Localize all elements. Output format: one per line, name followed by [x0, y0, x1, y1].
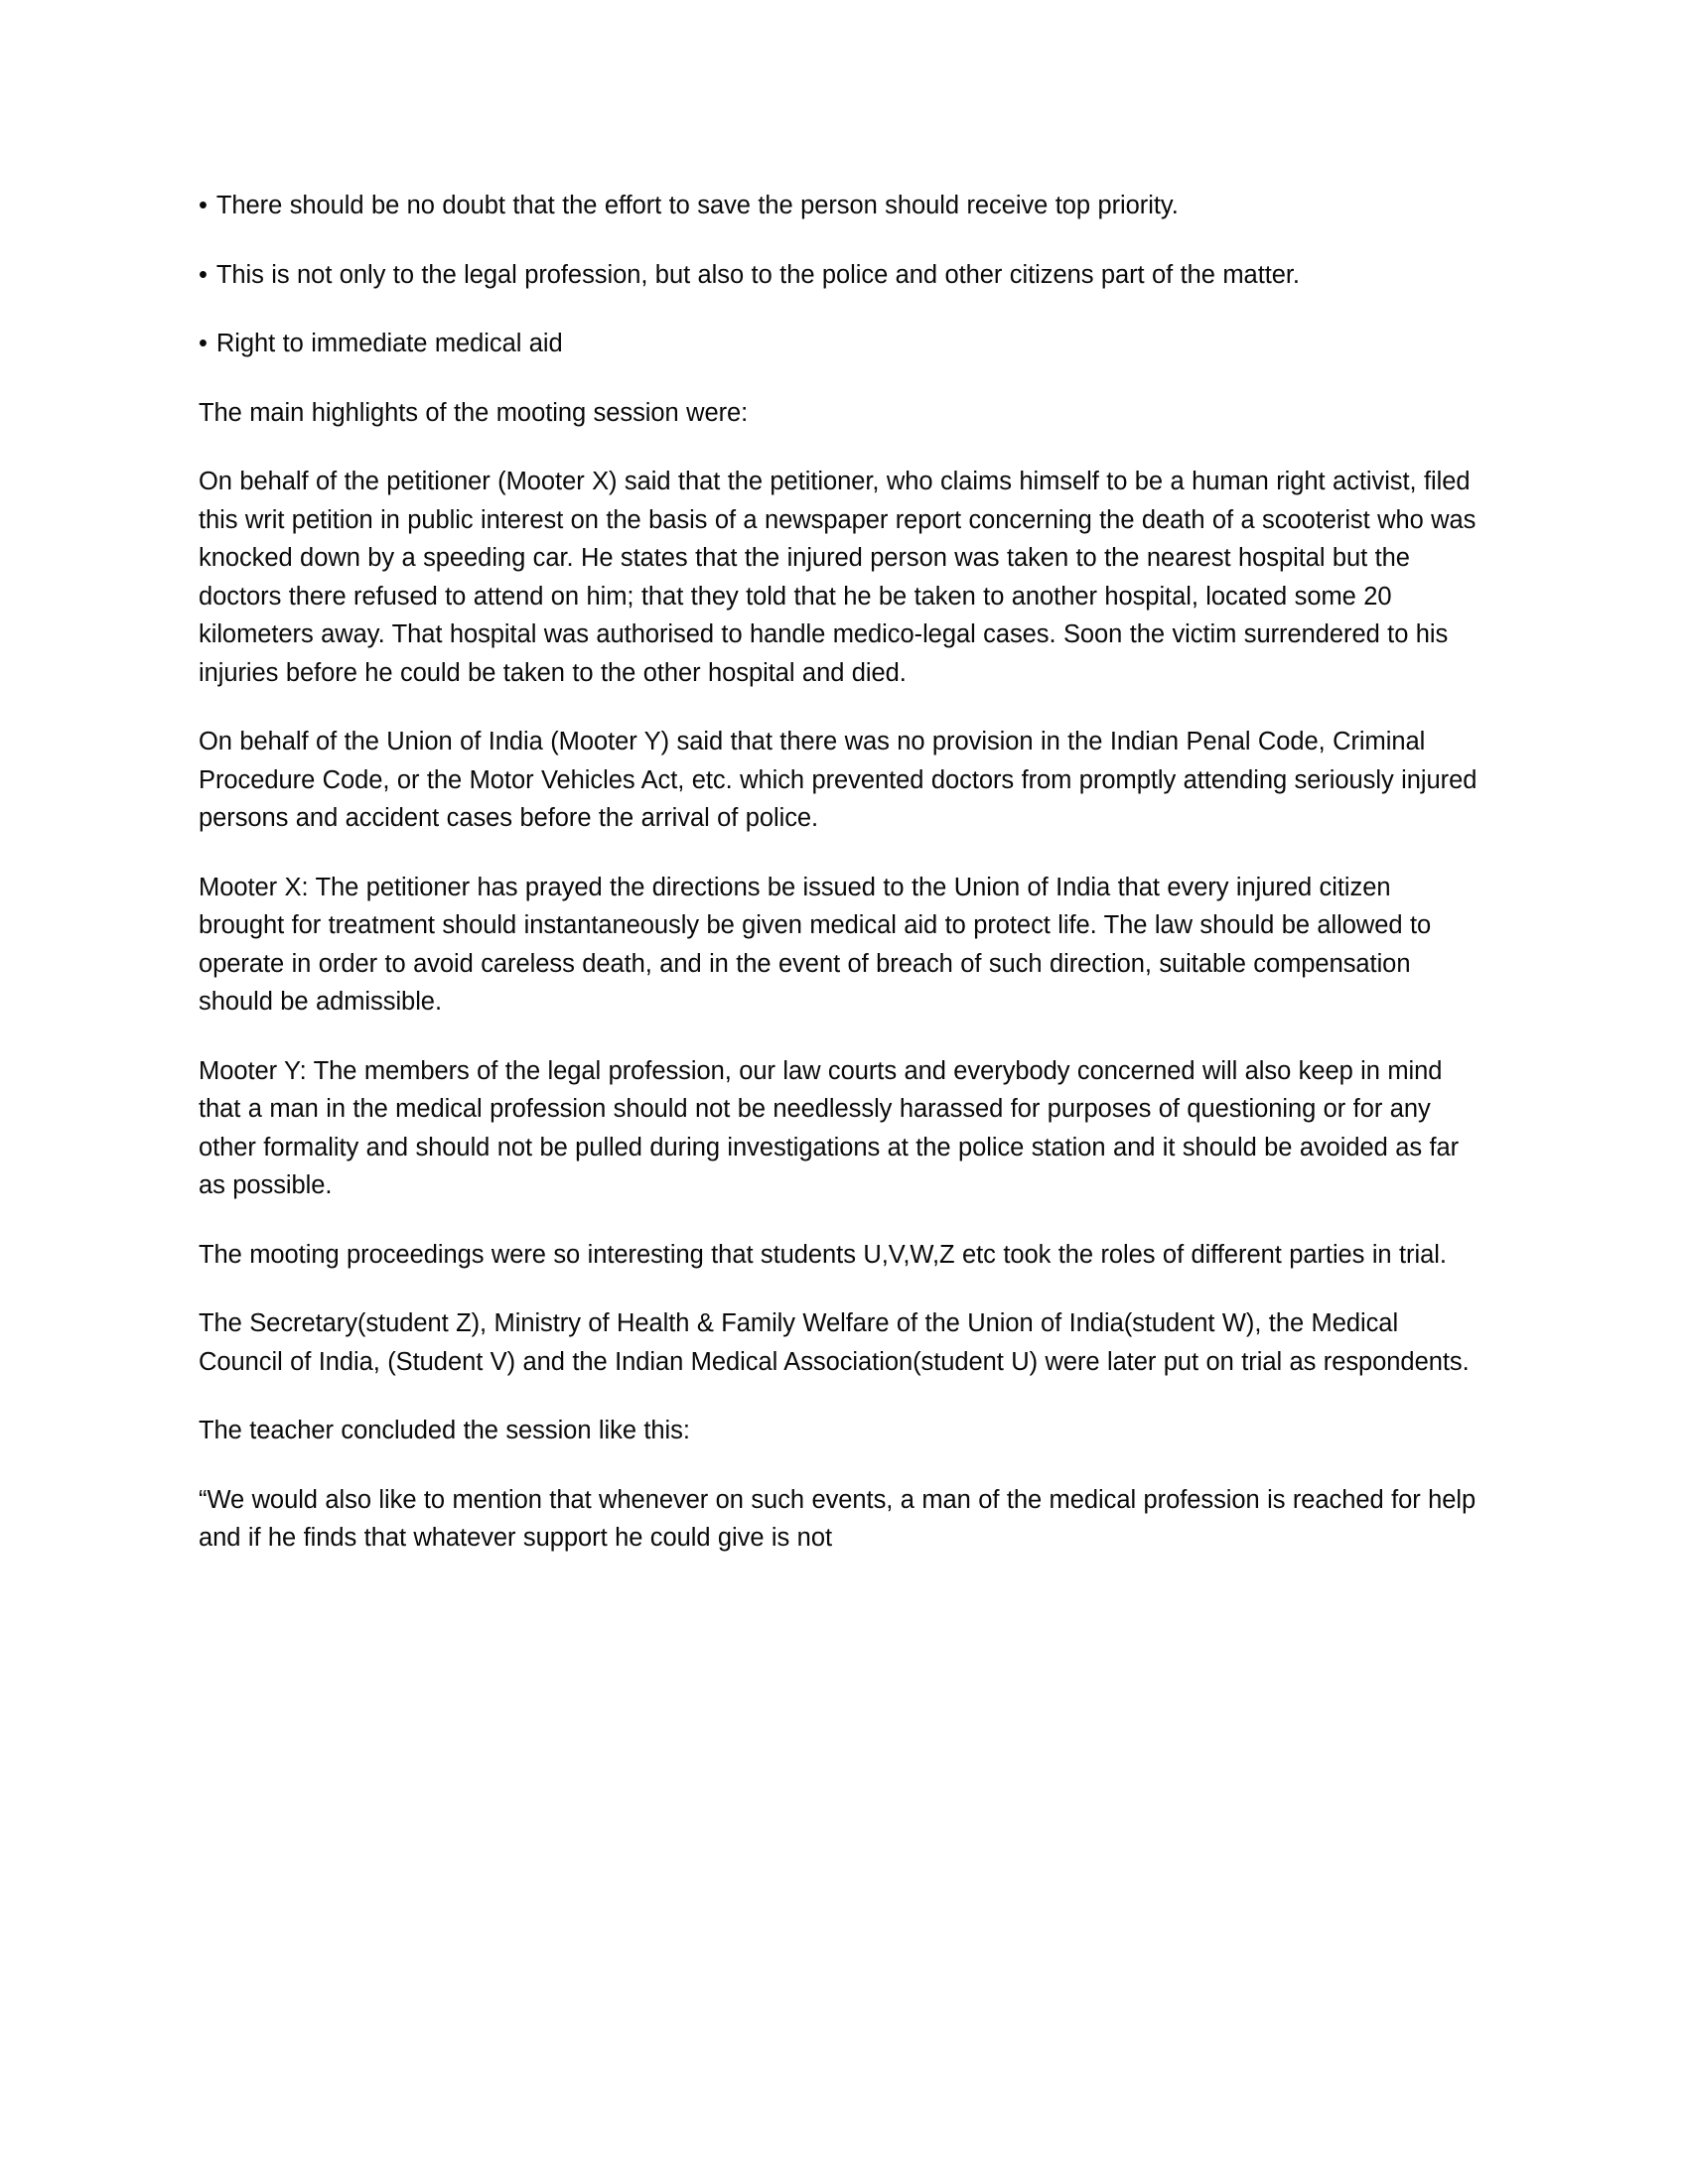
paragraph-text: On behalf of the Union of India (Mooter Y) said that there was no provision in the Indian Penal Code, Criminal Procedure Code, or the Motor Vehicles Act, etc. which prevented doctors from promptly attending seriously injured persons and accident cases before the arrival of police.	[199, 728, 1477, 832]
document-body	[199, 187, 1479, 1588]
bullet-item-text: This is not only to the legal profession, but also to the police and other citizens part of the matter.	[215, 260, 1300, 289]
paragraph-text: The Secretary(student Z), Ministry of Health & Family Welfare of the Union of India(student W), the Medical Council of India, (Student V) and the Indian Medical Association(student U) were later put on trial as respondents.	[199, 1309, 1470, 1376]
bullet-point-icon: •	[199, 330, 208, 357]
paragraph	[199, 1481, 1479, 1558]
paragraph	[199, 463, 1479, 692]
paragraph-text: Mooter Y: The members of the legal profession, our law courts and everybody concerned will also keep in mind that a man in the medical profession should not be needlessly harassed for purposes of questioning or for any other formality and should not be pulled during investigations at the police station and it should be avoided as far as possible.	[199, 1056, 1460, 1199]
paragraph	[199, 723, 1479, 838]
paragraph	[199, 869, 1479, 1022]
paragraph	[199, 1304, 1479, 1381]
paragraph	[199, 394, 1479, 433]
bullet-point-icon: •	[199, 192, 208, 219]
paragraph-text: On behalf of the petitioner (Mooter X) said that the petitioner, who claims himself to be a human right activist, filed this writ petition in public interest on the basis of a newspaper report concerning the death of a scooterist who was knocked down by a speeding car. He states that the injured person was taken to the nearest hospital but the doctors there refused to attend on him; that they told that he be taken to another hospital, located some 20 kilometers away. That hospital was authorised to handle medico-legal cases. Soon the victim surrendered to his injuries before he could be taken to the other hospital and died.	[199, 468, 1477, 687]
bullet-item	[199, 187, 1479, 225]
paragraph	[199, 1236, 1479, 1275]
paragraph-text: The mooting proceedings were so interesting that students U,V,W,Z etc took the roles of different parties in trial.	[199, 1240, 1447, 1269]
bullet-point-icon: •	[199, 260, 208, 289]
paragraph-text: “We would also like to mention that whenever on such events, a man of the medical profession is reached for help and if he finds that whatever support he could give is not	[199, 1485, 1477, 1552]
bullet-item	[199, 325, 1479, 363]
paragraph	[199, 1052, 1479, 1205]
paragraph-text: The main highlights of the mooting session were:	[199, 398, 749, 427]
bullet-item-text: There should be no doubt that the effort to save the person should receive top priority.	[215, 192, 1179, 219]
paragraph	[199, 1412, 1479, 1450]
bullet-item	[199, 256, 1479, 295]
paragraph-text: The teacher concluded the session like this:	[199, 1417, 690, 1444]
bullet-item-text: Right to immediate medical aid	[215, 330, 563, 357]
paragraph-text: Mooter X: The petitioner has prayed the directions be issued to the Union of India that every injured citizen brought for treatment should instantaneously be given medical aid to protect life. The law should be allowed to operate in order to avoid careless death, and in the event of breach of such direction, suitable compensation should be admissible.	[199, 873, 1432, 1016]
